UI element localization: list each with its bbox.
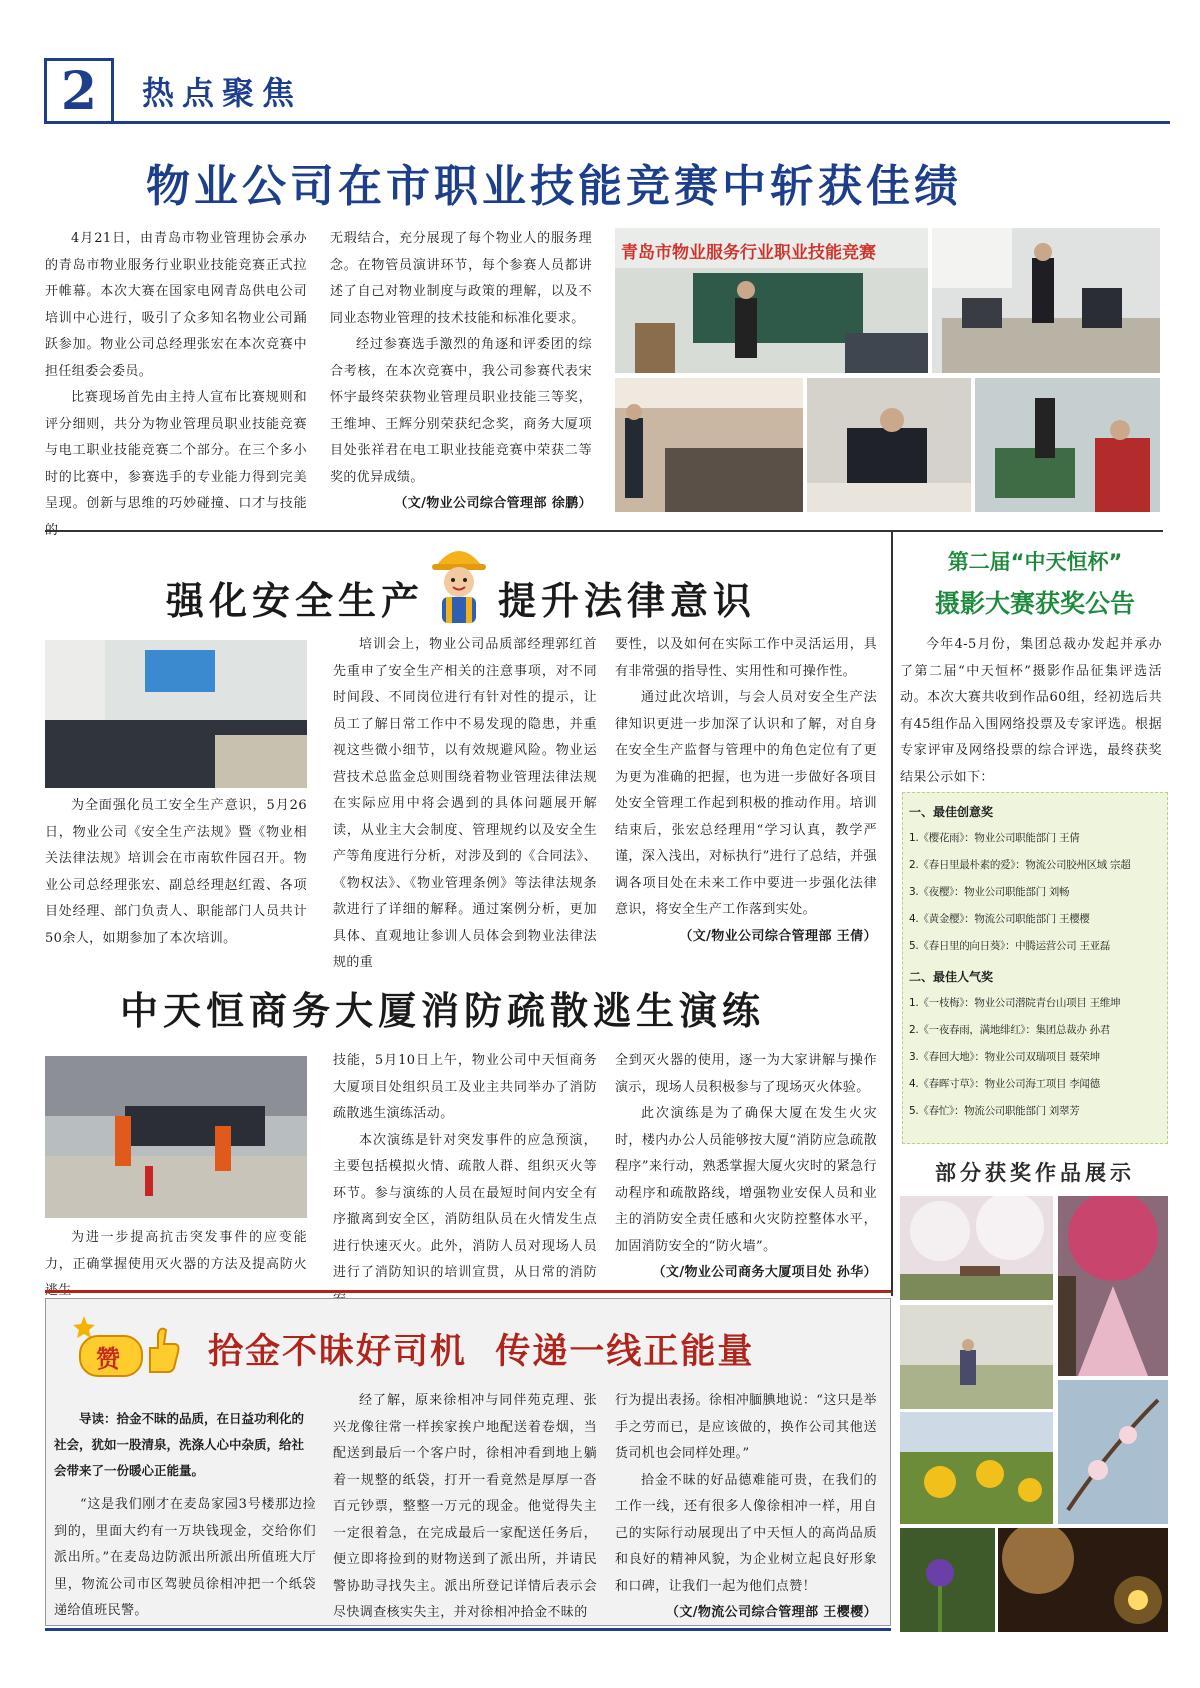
competition-banner-text: 青岛市物业服务行业职业技能竞赛 (621, 243, 876, 263)
photo-fire-drill (45, 1056, 307, 1218)
article2-col2 (333, 632, 597, 977)
article4-col1 (54, 1492, 316, 1625)
award-entry: 1.《樱花雨》：物业公司职能部门 王倩 (909, 832, 1080, 844)
page-number-box (44, 58, 114, 124)
paragraph-continued: 行为提出表扬。徐相冲腼腆地说：“这只是举手之劳而已，是应该做的，换作公司其他送货司机也会同样处理。” (615, 1393, 877, 1461)
award-entry: 2.《春日里最朴素的爱》：物流公司胶州区域 宗超 (909, 859, 1131, 871)
photo-judges-table (932, 228, 1160, 373)
paragraph: 为进一步提高抗击突发事件的应变能力，正确掌握使用灭火器的方法及提高防火 (45, 1230, 307, 1272)
article2-title-left: 强化安全生产 (166, 579, 425, 623)
award-entry: 4.《春晖寸草》：物业公司海工项目 李闻德 (909, 1078, 1100, 1090)
gallery-photo-blossom-branch (1058, 1380, 1168, 1524)
gallery-title: 部分获奖作品展示 (935, 1161, 1135, 1185)
article1-col1 (45, 226, 307, 544)
photo-safety-training (45, 640, 307, 788)
paragraph-continued: 技能，5月10日上午，物业公司中天恒商务大厦项目处组织员工及业主共同举办了消防疏散逃生演练活动。 (333, 1053, 597, 1121)
award-entry: 3.《夜樱》：物业公司职能部门 刘畅 (909, 886, 1070, 898)
article3-title: 中天恒商务大厦消防疏散逃生演练 (120, 989, 766, 1033)
paragraph-continued: 要性，以及如何在实际工作中灵活运用，具有非常强的指导性、实用性和可操作性。 (615, 637, 877, 679)
article4-bottom-rule (45, 1628, 891, 1631)
page-number: 2 (60, 60, 98, 122)
article3-signature: （文/物业公司商务大厦项目处 孙华） (652, 1265, 877, 1280)
article4-lead: 导读：拾金不昧的品质，在日益功利化的社会，犹如一股清泉，洗涤人心中杂质，给社会带来了一份暖心正能量。 (54, 1411, 305, 1478)
article1-title: 物业公司在市职业技能竞赛中斩获佳绩 (146, 161, 962, 212)
article4-col3 (615, 1388, 877, 1626)
award-entry: 1.《一枝梅》：物业公司潜院青台山项目 王维坤 (909, 997, 1121, 1009)
award-list-panel (902, 792, 1168, 1144)
paragraph-continued: 全到灭火器的使用，逐一为大家讲解与操作演示，现场人员积极参与了现场灭火体验。 (615, 1053, 877, 1095)
article4-col2 (333, 1388, 597, 1627)
award-entry: 4.《黄金樱》：物流公司职能部门 王樱樱 (909, 913, 1090, 925)
badge-text: 赞 (96, 1345, 120, 1373)
photo-competition-classroom (615, 228, 928, 373)
paragraph: 经了解，原来徐相冲与同伴苑克理、张兴龙像往常一样挨家挨户地配送着卷烟，当配送到最后一个客户时，徐相冲看到地上躺着一规整的纸袋，打开一看竟然是厚厚一沓百元钞票，整整一万元的现金。他觉得失主一定很着急，在完成最后一家配送任务后，便立即将捡到的财物送到了派出所，并请民警协助寻找失主。派出所登记详情后表示会尽快调查核实失主，并对徐相冲拾金不昧的 (333, 1393, 597, 1620)
photo-electrician-test (975, 378, 1160, 512)
paragraph-continued: 无瑕结合，充分展现了每个物业人的服务理念。在物管员演讲环节，每个参赛人员都讲述了自己对物业制度与政策的理解，以及不同业态物业管理的技术技能和标准化要求。 (330, 231, 592, 326)
paragraph: 经过参赛选手激烈的角逐和评委团的综合考核，在本次竞赛中，我公司参赛代表宋怀宇最终荣获物业管理员职业技能三等奖，王维坤、王辉分别荣获纪念奖，商务大厦项目处张祥君在电工职业技能竞赛中荣获二等奖的优异成绩。 (330, 337, 592, 485)
article4-title: 拾金不昧好司机 传递一线正能量 (208, 1331, 755, 1372)
worker-mascot-icon (428, 536, 490, 626)
article2-title-right: 提升法律意识 (498, 579, 757, 623)
paragraph: “这是我们刚才在麦岛家园3号楼那边捡到的，里面大约有一万块钱现金，交给你们派出所。”在麦岛边防派出所派出所值班大厅里，物流公司市区驾驶员徐相冲把一个纸袋递给值班民警。 (54, 1497, 316, 1618)
gallery-photo-iris (900, 1528, 995, 1632)
award-entry: 5.《春日里的向日葵》：中腾运营公司 王亚磊 (909, 940, 1111, 952)
photo-written-exam (807, 378, 971, 512)
gallery-photo-child-spring (900, 1305, 1053, 1409)
paragraph: 本次演练是针对突发事件的应急预演，主要包括模拟火情、疏散人群、组织灭火等环节。参与演练的人员在最短时间内安全有序撤离到安全区，消防组队员在火情发生点进行快速灭火。此外，消防人员对现场人员进行了消防知识的培训宣贯，从日常的消防 (333, 1132, 597, 1280)
article3-col2 (333, 1048, 597, 1313)
sidebar-divider (891, 531, 893, 1296)
section-divider (45, 530, 1163, 532)
article1-signature: （文/物业公司综合管理部 徐鹏） (394, 496, 592, 511)
award-category (909, 799, 1161, 960)
award-category-title: 一、最佳创意奖 (909, 805, 994, 819)
gallery-photo-cherry-trees (900, 1196, 1053, 1300)
paragraph: 此次演练是为了确保大厦在发生火灾时，楼内办公人员能够按大厦“消防应急疏散程序”来行动，熟悉掌握大厦火灾时的紧急行动程序和疏散路线，增强物业安保人员和业主的消防安全责任感和火灾防控整体水平，加固消防安全的“防火墙”。 (615, 1106, 877, 1254)
sidebar-title-line2: 摄影大赛获奖公告 (934, 589, 1135, 618)
thumbs-up-badge (66, 1308, 186, 1382)
sidebar-title-line1: 第二届“中天恒杯” (947, 550, 1123, 574)
header-rule (114, 121, 1170, 124)
gallery-photo-night-lamp (998, 1528, 1168, 1632)
article2-col1 (45, 793, 307, 952)
article4-signature: （文/物流公司综合管理部 王樱樱） (665, 1605, 877, 1620)
page-header (0, 0, 1200, 130)
paragraph: 为全面强化员工安全生产意识，5月26日，物业公司《安全生产法规》暨《物业相关法律法规》培训会在市南软件园召开。物业公司总经理张宏、副总经理赵红霞、各项目处经理、部门负责人、职能部门人员共计50余人，如期参加了本次培训。 (45, 798, 307, 946)
article2-signature: （文/物业公司综合管理部 王倩） (679, 928, 877, 944)
gallery-photo-pink-path (1058, 1196, 1168, 1376)
paragraph: 比赛现场首先由主持人宣布比赛规则和评分细则，共分为物业管理员职业技能竞赛与电工职业技能竞赛二个部分。在三个多小时的比赛中，参赛选手的专业能力得到完美呈现。创新与思维的巧妙碰撞、口才与技能 (45, 390, 307, 511)
photo-speaker-hall (615, 378, 803, 512)
paragraph: 今年4-5月份，集团总裁办发起并承办了第二届“中天恒杯”摄影作品征集评选活动。本次大赛共收到作品60组，经初选后共有45组作品入围网络投票及专家评选。根据专家评审及网络投票的综合评选，最终获奖结果公示如下： (900, 637, 1162, 785)
award-entry: 5.《春忙》：物流公司职能部门 刘翠芳 (909, 1105, 1080, 1117)
section-title: 热点聚焦 (142, 74, 303, 112)
award-category-title: 二、最佳人气奖 (909, 970, 994, 984)
gallery-photo-sunflowers (900, 1412, 1053, 1524)
paragraph: 培训会上，物业公司品质部经理郭红首先重申了安全生产相关的注意事项，对不同时间段、不同岗位进行有针对性的提示，让员工了解日常工作中不易发现的隐患，并重视这些微小细节，以有效规避风险。物业运营技术总监金总则围绕着物业管理法律法规在实际应用中将会遇到的具体问题展开解读，从业主大会制度、管理规约以及安全生产等角度进行分析，对涉及到的《合同法》、《物权法》、《物业管理条例》等法律法规条款进行了详细的解释。通过案例分析，更加具体、直观地让参训人员体会到物业法律法规的重 (333, 637, 597, 970)
paragraph: 通过此次培训，与会人员对安全生产法律知识更进一步加深了认识和了解，对自身在安全生产监督与管理中的角色定位有了更为更为准确的把握，也为进一步做好各项目处安全管理工作起到积极的推动作用。培训结束后，张宏总经理用“学习认真，教学严谨，深入浅出，对标执行”进行了总结，并强调各项目处在未来工作中要进一步强化法律意识，将安全生产工作落到实处。 (615, 690, 877, 917)
award-entry: 3.《春回大地》：物业公司双瑞项目 聂荣坤 (909, 1051, 1100, 1063)
article2-col3 (615, 632, 877, 950)
sidebar-intro (900, 632, 1162, 791)
award-category (909, 964, 1161, 1125)
article1-col2 (330, 226, 592, 517)
paragraph: 4月21日，由青岛市物业管理协会承办的青岛市物业服务行业职业技能竞赛正式拉开帷幕。本次大赛在国家电网青岛供电公司培训中心进行，吸引了众多知名物业公司踊跃参加。物业公司总经理张宏在本次竞赛中担任组委会委员。 (45, 231, 307, 379)
paragraph: 拾金不昧的好品德难能可贵，在我们的工作一线，还有很多人像徐相冲一样，用自己的实际行动展现出了中天恒人的高尚品质和良好的精神风貌，为企业树立起良好形象和口碑，让我们一起为他们点赞！ (615, 1472, 877, 1594)
award-entry: 2.《一夜春雨，满地绯红》：集团总裁办 孙君 (909, 1024, 1111, 1036)
article3-col3 (615, 1048, 877, 1286)
article3-bottom-rule (45, 1290, 891, 1293)
